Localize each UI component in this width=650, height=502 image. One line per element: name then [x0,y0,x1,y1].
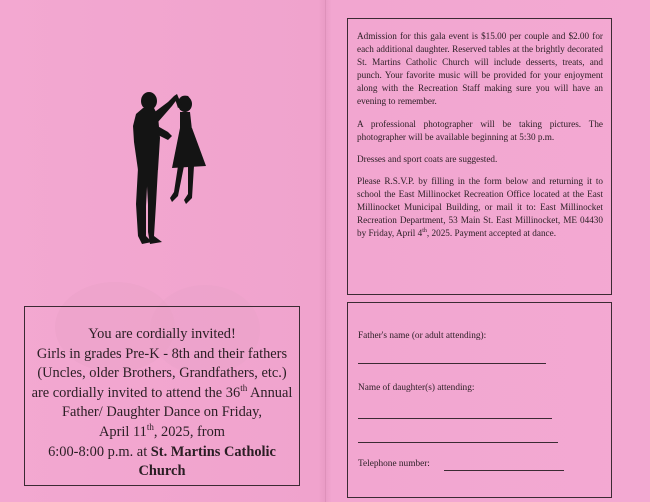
invitation-event-name: Father/ Daughter Dance on Friday, [61,404,263,421]
ordinal-suffix: th [146,422,154,433]
invitation-time: 6:00-8:00 p.m. at [48,443,151,460]
invitation-date [31,423,293,443]
ordinal-suffix: th [422,228,427,235]
father-name-field[interactable] [358,363,546,364]
invitation-eligibility: Girls in grades Pre-K - 8th and their fathers [36,345,288,362]
invitation-time-location [31,443,293,482]
ordinal-suffix: th [240,382,248,393]
invitation-headline: You are cordially invited! [88,326,236,342]
admission-paragraph: Admission for this gala event is $15.00 per couple and $2.00 for each additional daughter. Reserved tables at the brightly decorated St. Martins Catholic Church will include desserts, treats, and punch. Your favorite music will be provided for your enjoyment along with the Recreation Staff making sure you will have an evening to remember. [357,31,603,107]
invitation-relatives: (Uncles, older Brothers, Grandfathers, etc.) [37,365,287,382]
dress-code-paragraph: Dresses and sport coats are suggested. [357,153,498,164]
telephone-field[interactable] [444,470,564,471]
fold-line [325,0,326,502]
rsvp-text-end: , 2025. Payment accepted at dance. [426,228,557,239]
daughter-name-field-2[interactable] [358,442,558,443]
invitation-date-text-end: , 2025, from [153,423,225,440]
invitation-date-text: April 11 [98,423,147,440]
daughter-name-label: Name of daughter(s) attending: [358,383,475,393]
daughter-name-field-1[interactable] [358,418,552,419]
photographer-paragraph: A professional photographer will be taking pictures. The photographer will be available beginning at 5:30 p.m. [357,118,603,142]
rsvp-text: Please R.S.V.P. by filling in the form below and returning it to school the East Millinocket Recreation Office located at the East Millinocket Municipal Building, or mail it to: East Millinocket Recreation Department, 53 Main St. East Millinocket, ME 04430 by Friday, April 4 [357,175,603,239]
invitation-event-text: are cordially invited to attend the 36 [31,384,241,401]
father-name-label: Father's name (or adult attending): [358,331,487,341]
invitation-event-text-end: Annual [247,384,293,401]
rsvp-form-box [347,302,612,498]
invitation-box [24,306,300,486]
event-details-box [347,18,612,295]
invitation-location: St. Martins Catholic Church [138,443,276,480]
telephone-label: Telephone number: [358,459,430,469]
father-daughter-silhouette-icon [116,86,216,252]
rsvp-paragraph [357,175,603,240]
invitation-event-line [31,384,293,404]
